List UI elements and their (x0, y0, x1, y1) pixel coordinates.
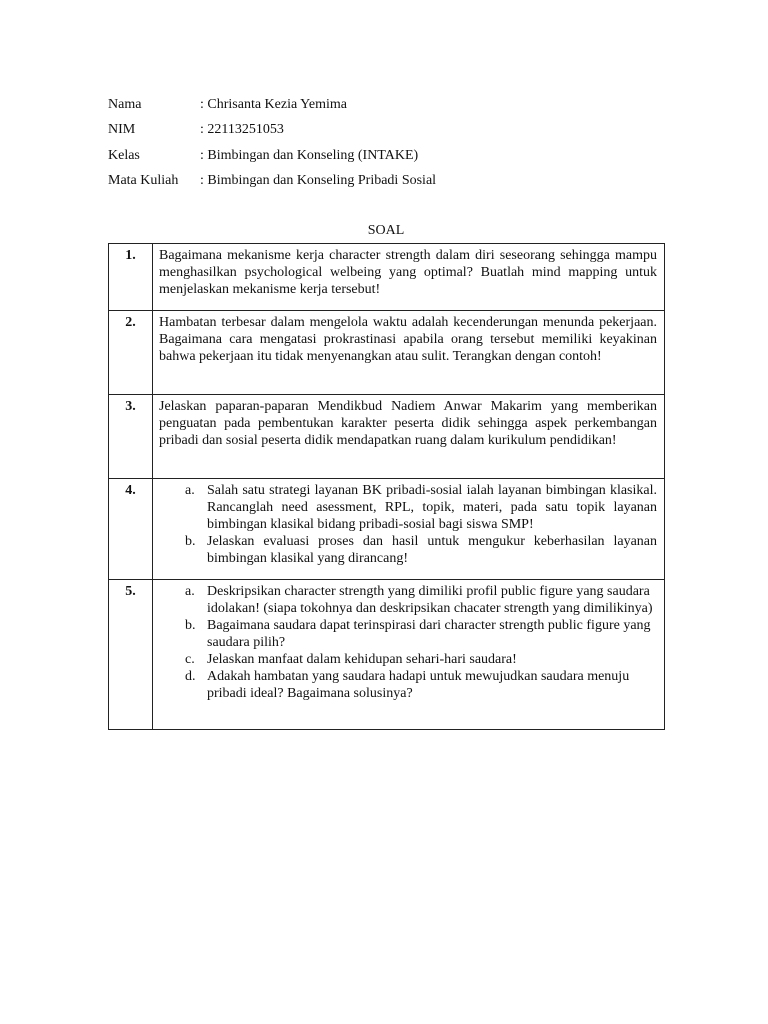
subitem-letter: b. (185, 534, 196, 549)
subitem (159, 583, 657, 617)
subitem-letter: c. (185, 652, 195, 667)
info-value: : 22113251053 (200, 122, 284, 137)
info-label: Mata Kuliah (108, 173, 179, 188)
questions-table (108, 243, 665, 730)
subitem (159, 533, 657, 567)
subitem (159, 668, 657, 702)
subitem (159, 482, 657, 533)
question-row-2 (109, 311, 665, 395)
soal-title: SOAL (367, 223, 405, 238)
subitem-text: Salah satu strategi layanan BK pribadi-sosial ialah layanan bimbingan klasikal. Rancanglah need asessment, RPL, topik, materi, pada satu topik layanan bimbingan klasikal bidang pribadi-sosial bagi siswa SMP! (207, 483, 657, 532)
subitem (159, 617, 657, 651)
question-subitems (153, 580, 665, 730)
question-row-1 (109, 244, 665, 311)
question-text: Jelaskan paparan-paparan Mendikbud Nadiem Anwar Makarim yang memberikan penguatan pada pembentukan karakter peserta didik sehingga aspek perkembangan pribadi dan sosial peserta didik mendapatkan ruang dalam kurikulum pendidikan! (153, 395, 665, 479)
subitem-text: Deskripsikan character strength yang dimiliki profil public figure yang saudara idolakan! (siapa tokohnya dan deskripsikan chacater strength yang dimilikinya) (207, 584, 653, 616)
question-text: Hambatan terbesar dalam mengelola waktu adalah kecenderungan menunda pekerjaan. Bagaimana cara mengatasi prokrastinasi apabila orang tersebut memiliki keyakinan bahwa pekerjaan itu tidak menyenangkan atau sulit. Terangkan dengan contoh! (153, 311, 665, 395)
subitem-text: Bagaimana saudara dapat terinspirasi dari character strength public figure yang saudara pilih? (207, 618, 651, 650)
subitem (159, 651, 657, 668)
info-label: NIM (108, 122, 136, 137)
question-subitems (153, 479, 665, 580)
info-label: Kelas (108, 148, 140, 163)
question-row-3 (109, 395, 665, 479)
subitem-text: Adakah hambatan yang saudara hadapi untuk mewujudkan saudara menuju pribadi ideal? Bagaimana solusinya? (207, 669, 630, 701)
question-number: 2. (109, 311, 153, 395)
subitem-letter: a. (185, 483, 195, 498)
question-text: Bagaimana mekanisme kerja character strength dalam diri seseorang sehingga mampu menghasilkan psychological welbeing yang optimal? Buatlah mind mapping untuk menjelaskan mekanisme kerja tersebut! (153, 244, 665, 311)
question-row-5 (109, 580, 665, 730)
info-value: : Bimbingan dan Konseling (INTAKE) (200, 148, 419, 163)
info-value: : Chrisanta Kezia Yemima (200, 97, 347, 112)
info-value: : Bimbingan dan Konseling Pribadi Sosial (200, 173, 437, 188)
question-number: 1. (109, 244, 153, 311)
subitem-text: Jelaskan evaluasi proses dan hasil untuk mengukur keberhasilan layanan bimbingan klasikal yang dirancang! (207, 534, 657, 566)
subitem-letter: d. (185, 669, 196, 684)
subitem-letter: b. (185, 618, 196, 633)
info-label: Nama (108, 97, 142, 112)
question-row-4 (109, 479, 665, 580)
question-number: 3. (109, 395, 153, 479)
question-number: 4. (109, 479, 153, 580)
subitem-text: Jelaskan manfaat dalam kehidupan sehari-hari saudara! (207, 652, 517, 667)
subitem-letter: a. (185, 584, 195, 599)
question-number: 5. (109, 580, 153, 730)
